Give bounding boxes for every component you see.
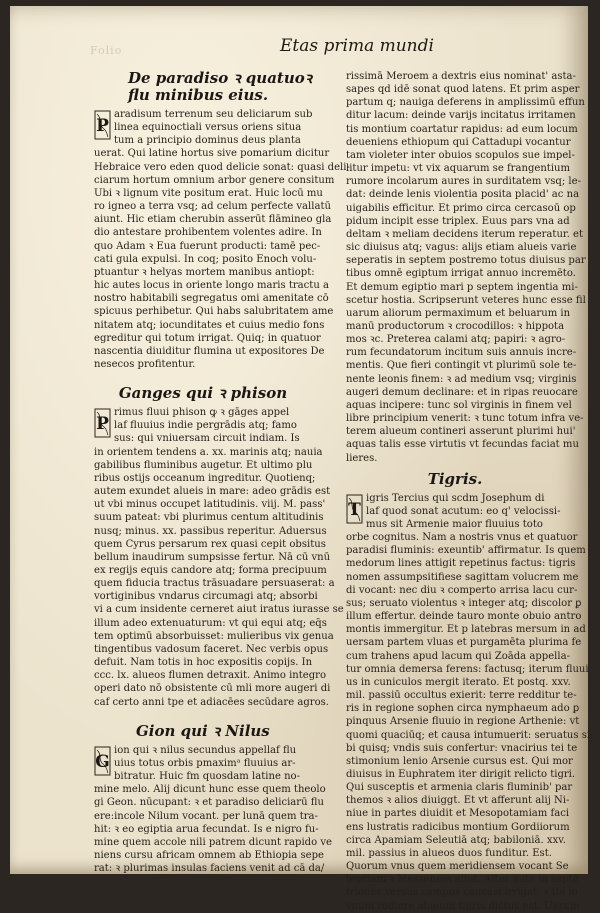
tigris-line: di vocant: nec diu ꝛ comperto arrisa lacu cur- [346, 584, 578, 596]
tigris-line: ris in regione sophen circa nymphaeum ado ꝑ [346, 703, 580, 715]
tigris-line: igris Tercius qui scdm Josephum di [366, 492, 545, 504]
nile-line: litur impetu: vt vix aquarum se frangentium [346, 163, 571, 175]
gion-line: ion qui ꝛ nilus secundus appellaf flu [114, 744, 297, 756]
nile-line: ditur lacum: deinde varijs incitatus irritamen [346, 110, 576, 122]
tigris-line: Quorum vnus quem meridiensem vocant Se [346, 861, 569, 873]
tigris-line: circa Apamiam Seleutiā atq; babiloniā. xxv. [346, 834, 566, 846]
nile-line: libre principium venerit: ꝛ tunc totum infra ve- [346, 413, 584, 425]
paradise-line: hic autes locus in oriente longo maris tractu a [94, 280, 329, 292]
ganges-line: laf fluuius indie pergrādis atq; famo [114, 420, 297, 432]
ganges-line: rimus fluui phison ꝙ ꝛ gāges appel [114, 407, 290, 419]
tigris-paragraph [346, 492, 594, 913]
tigris-line: leuciam ꝛ Messenem allut. Alter aute in septē [346, 874, 579, 886]
tigris-line: stimonium lenio Arsenie cursus est. Qui mor [346, 755, 573, 767]
gion-paragraph [94, 744, 332, 876]
paradise-line: dio antestare prohibentem volentes adire. In [94, 227, 322, 239]
right-column [346, 70, 594, 913]
nile-line: deltam ꝛ meliam decidens iterum reperatur. et [346, 228, 584, 240]
nile-line: seperatis in septem postremo totus diuisus par [346, 255, 586, 267]
paradise-line: spicuus perhibetur. Qui habs salubritatem ame [94, 306, 334, 318]
gion-line: uius totus orbis pmaximᵃ fluuius ar- [114, 757, 296, 769]
svg-text:P: P [96, 116, 109, 136]
nile-line: manū productorum ꝛ crocodillos: ꝛ hippota [346, 320, 565, 332]
paradise-line: Hebraice vero eden quod delicie sonat: quasi deli- [94, 161, 350, 173]
svg-text:G: G [95, 751, 110, 772]
ganges-line: vortiginibus vndarus circumagi atq; absorbi [94, 591, 318, 603]
tigris-line: orbe cognitus. Nam a nostris vnus et quatuor [346, 532, 578, 544]
book-page [10, 6, 594, 912]
tigris-line: cum trahens apud lacum qui Zoāda appella- [346, 650, 570, 662]
paradise-line: nostro habitabili segregatus omi amenitate cō [94, 293, 329, 305]
gion-line: mine melo. Alij dicunt hunc esse quem theolo [94, 784, 326, 796]
nile-line: pidum incipit esse triplex. Euus pars vna ad [346, 215, 570, 227]
tigris-line: ens lustratis radicibus montium Gordiiorum [346, 821, 570, 833]
drop-cap-p-paradise [94, 110, 111, 140]
ganges-line: illum adeo extenuaturum: vt qui equi atq; eq̄s [94, 617, 327, 629]
nile-line: uarum aliorum permaximum et beluarum in [346, 307, 571, 319]
tigris-line: paradisi fluminis: exeuntib' affirmatur. Is quem [346, 545, 586, 557]
ganges-line: suum pateat: vbi plurimus centum altitudinis [94, 512, 324, 524]
nile-line: lieres. [346, 452, 378, 464]
ganges-line: ex regijs equis candore atq; forma precipuum [94, 565, 327, 576]
nile-line: aquas incipere: tunc sol virginis in finem vel [346, 399, 572, 411]
nile-line: aquas talis esse virtutis vt fecundas faciat mu [346, 439, 579, 451]
paradise-line: nitatem atq; iocunditates et cuius medio fons [94, 319, 325, 331]
paradise-line: ciarum hortum omnium arbor genere consitum [94, 174, 335, 186]
paradise-line: ptuantur ꝛ helyas mortem manibus antiopt: [94, 266, 315, 278]
paradise-line: egreditur qui totum irrigat. Quiq; in quatuor [94, 332, 321, 344]
tigris-line: niue in partes diuidit et Mesopotamiam faci [346, 808, 570, 820]
nile-line: tam violeter inter obuios scopulos sue impel- [346, 149, 575, 161]
ganges-line: bellum inaudirum sumpsisse fertur. Nā cū vnū [94, 551, 331, 563]
nile-line: augeri demum declinare: et in ripas reuocare [346, 386, 578, 398]
faint-folio-stamp: Folio [90, 44, 123, 57]
gion-line: mine quem accole nili patrem dicunt rapido ve [94, 836, 332, 848]
ganges-line: tem optimū absorbuisset: mulieribus vix genua [94, 630, 334, 642]
paradise-line: quo Adam ꝛ Eua fuerunt producti: tamē pec- [94, 240, 321, 252]
drop-cap-t-tigris [346, 494, 363, 524]
section-heading-gion: Gion qui ꝛ Nilus [136, 721, 270, 740]
paradise-line: cati gula expulsi. In coq; posito Enoch volu- [94, 253, 317, 265]
ganges-line: quem Cyrus persarum rex quasi cepit obsitus [94, 538, 326, 550]
left-column [94, 69, 350, 875]
ganges-line: defuit. Nam totis in hoc expositis copijs. In [94, 657, 313, 669]
tigris-line: mil. passius in alueos duos funditur. Est. [346, 847, 552, 859]
svg-text:T: T [348, 499, 361, 520]
nile-line: sic diuisus atq; vagus: alijs etiam alueis varie [346, 242, 577, 254]
paradise-line: aiunt. Hic etiam cherubin asserūt flāmineo gla [94, 214, 332, 226]
drop-cap-g-gion [94, 746, 111, 776]
nile-line: tibus omnē egiptum irrigat annuo incremēto. [346, 268, 576, 280]
tigris-line: nomen assumpsitifiese sagittam volucrem me [346, 571, 579, 583]
running-head: Etas prima mundi [280, 36, 434, 56]
paradise-paragraph [94, 108, 350, 371]
tigris-line: laf quod sonat acutum: eo q' velocissi- [366, 505, 561, 517]
tigris-line: us in cuniculos mergit iterato. Et postq. xxv. [346, 676, 571, 688]
nile-line: tis montium coartatur rapidus: ad eum locum [346, 123, 578, 135]
tigris-line: themos ꝛ alios diuiggt. Et vt afferunt alij Ni- [346, 795, 570, 807]
gion-line: hit: ꝛ eo egiptia arua fecundat. Is e nigro fu- [94, 823, 319, 835]
ganges-line: operi dato nō obsistente cū mli more augeri di [94, 683, 331, 695]
tigris-line: medorum lines attigit repetinus factus: tigris [346, 558, 576, 570]
nile-continued-paragraph [346, 70, 586, 465]
gion-line: niens cursu africam omnem ab Ethiopia sepe [94, 849, 324, 861]
tigris-line: pinquus Arsenie fluuio in regione Arthenie: vt [346, 716, 580, 728]
tigris-line: mus sit Armenie maior fluuius toto [366, 519, 543, 530]
nile-line: terem alueum contineri asserunt plurimi hui' [346, 426, 576, 438]
svg-text:P: P [96, 414, 109, 435]
paradise-line: nesecos profitentur. [94, 358, 196, 370]
paradise-line: nascentia diuiditur flumina ut expositores De [94, 345, 325, 357]
drop-cap-p-ganges [94, 408, 111, 438]
nile-line: dat: deinde lenis violentia posita placid' ac na [346, 189, 580, 201]
section-heading-ganges: Ganges qui ꝛ phison [118, 384, 288, 403]
nile-line: scetur hostia. Scripserunt veteres hunc esse fil [346, 294, 586, 306]
paradise-line: aradisum terrenum seu deliciarum sub [114, 109, 313, 120]
ganges-line: gabilibus fluminibus augetur. Et ultimo plu [94, 459, 313, 471]
tigris-line: tur omnia demersa ferens: factusq; iterum fluui [346, 663, 589, 675]
gion-line: ere:incole Nilum vocant. per lunā quem tra- [94, 810, 318, 822]
ganges-line: autem exundet alueis in mare: adeo grādis est [94, 486, 331, 498]
tigris-line: mil. passiū occultus exierit: terre redditur te- [346, 690, 577, 702]
gion-line: gi Geon. nūcupant: ꝛ et paradiso deliciarū flu [94, 797, 324, 809]
paradise-line: tum a principio dominus deus planta [114, 135, 301, 147]
nile-line: mentis. Que fieri contingit vt plurimū sole te- [346, 360, 577, 372]
tigris-line: diuisus in Euphratem iter dirigit relicto tigri. [346, 768, 576, 780]
ganges-line: quem fiducia tractus trāsuadare persuaserat: a [94, 578, 335, 590]
tigris-line: quomi quaciūq; et causa intumuerit: seruatus si- [346, 729, 594, 741]
paradise-line: ro igneo a terra vsq; ad celum perfecte vallatū [94, 201, 331, 213]
ganges-line: ut vbi minus occupet latitudinis. viij. M. pass' [94, 499, 326, 511]
gion-line: rat: ꝛ plurimas insulas faciens venit ad cā da/ [94, 863, 325, 875]
nile-line: partum q; nauiga deferens in amplissimū effun [346, 97, 585, 109]
tigris-line: Qui susceptis et armenia claris fluminib' par [346, 782, 573, 794]
tigris-line: sus; seruato violentus ꝛ integer atq; discolor ꝑ [346, 597, 582, 609]
nile-line: Et demum egiptio mari p septem ingentia mi- [346, 281, 578, 293]
nile-line: rum fecundatorum incitum suis annuis incre- [346, 347, 577, 359]
ganges-line: sus: qui vniuersam circuit indiam. Is [114, 433, 300, 445]
nile-line: rissimā Meroem a dextris eius nominat' asta- [346, 71, 576, 82]
nile-line: uigabilis efficitur. Et primo circa cercasoū op [346, 202, 576, 214]
nile-line: deueniens ethiopum qui Cattadupi vocantur [346, 136, 571, 148]
paradise-line: linea equinoctiali versus oriens situa [114, 122, 302, 134]
ganges-line: ccc. lx. alueos flumen detraxit. Animo integro [94, 670, 327, 682]
section-heading-tigris: Tigris. [427, 469, 483, 488]
nile-line: mos ꝛc. Preterea calami atq; papiri: ꝛ agro- [346, 334, 566, 346]
tigris-line: bi quisq; vndis suis confertur: vnacirius tei te [346, 742, 578, 754]
tigris-line: illum effertur. deinde tauro monte obuio antro [346, 611, 582, 623]
nile-line: nente leonis finem: ꝛ ad medium vsq; virginis [346, 373, 577, 385]
paradise-line: Ubi ꝛ lignum vite positum erat. Huic locū mu [94, 187, 323, 199]
nile-line: rumore incolarum aures in surditatem vsq; le- [346, 176, 581, 188]
gion-line: bitratur. Huic fm quosdam latine no- [114, 771, 300, 783]
tigris-line: triones versus campos caucasi irrigat: ꝛ tbi in [346, 887, 579, 899]
nile-line: sapes qd idē sonat quod latens. Et prim asper [346, 84, 580, 96]
ganges-line: vi a cum insidente cerneret aiut iratus iurasse se [94, 604, 344, 616]
ganges-line: ribus ostijs occeanum ingreditur. Quotienq; [94, 472, 316, 484]
ganges-line: in orientem tendens a. xx. marinis atq; nauia [94, 446, 323, 458]
ganges-line: tingentibus vadosum faceret. Nec verbis opus [94, 643, 329, 655]
tigris-line: uersam partem vluas et purgamēta plurima fe [346, 637, 582, 649]
section-heading-paradise: De paradiso ꝛ quatuoꝛ flu minibus eius. [128, 69, 312, 104]
tigris-line: vnum rediere alueum tigris dictus est. Uerum [346, 900, 580, 912]
tigris-line: montis immergitur. Et p latebras mersum in ad [346, 624, 586, 636]
ganges-paragraph [94, 406, 344, 709]
ganges-line: nusq; minus. xx. passibus reperitur. Aduersus [94, 525, 327, 537]
paradise-line: uerat. Qui latine hortus sive pomarium dicitur [94, 148, 330, 160]
ganges-line: caf certo anni tpe et adiacēes secūdare agros. [94, 696, 329, 708]
